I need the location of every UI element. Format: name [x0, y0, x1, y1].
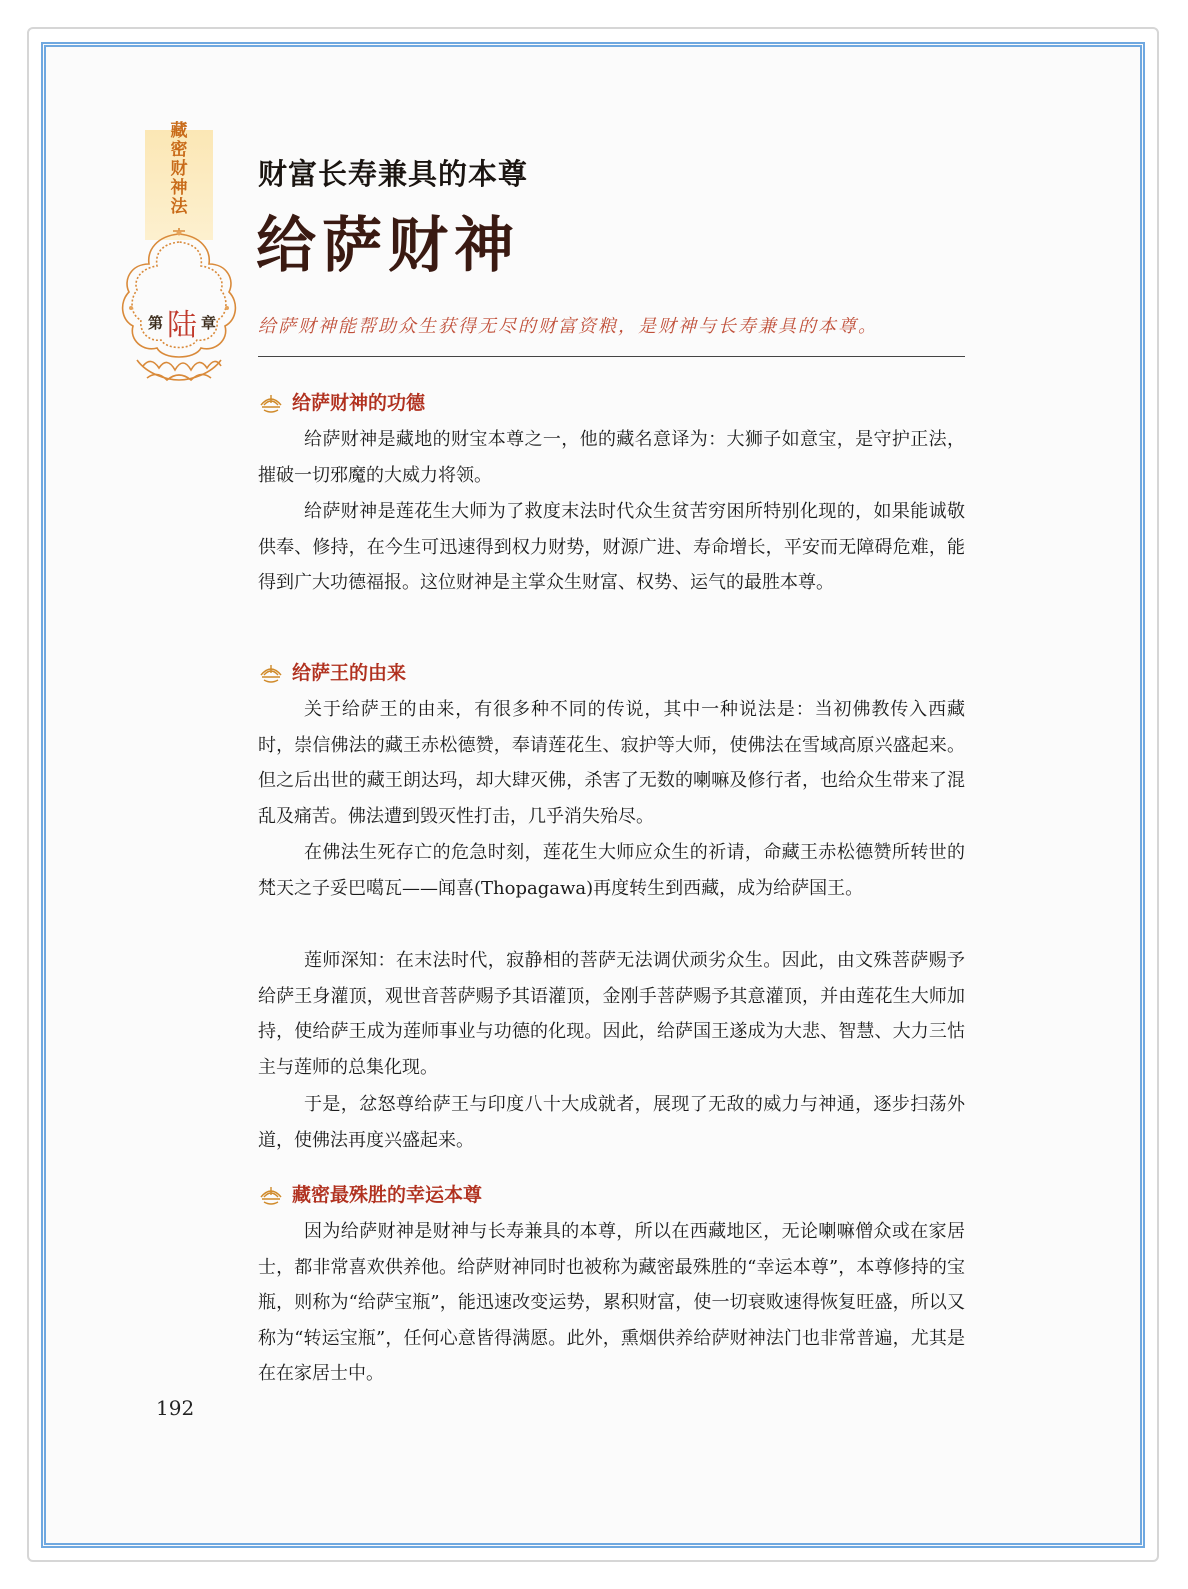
section-heading-3: [258, 1180, 482, 1207]
chapter-suffix: 章: [200, 313, 216, 332]
lotus-icon: [258, 1181, 284, 1207]
paragraph: 在佛法生死存亡的危急时刻，莲花生大师应众生的祈请，命藏王赤松德赞所转世的梵天之子妥巴噶瓦——闻喜(Thopagawa)再度转生到西藏，成为给萨国王。: [258, 842, 965, 899]
page-title: 给萨财神: [256, 211, 520, 281]
page-subtitle: 财富长寿兼具的本尊: [258, 157, 529, 191]
title-divider: [258, 356, 965, 357]
paragraph: 因为给萨财神是财神与长寿兼具的本尊，所以在西藏地区，无论喇嘛僧众或在家居士，都非常喜欢供养他。给萨财神同时也被称为藏密最殊胜的“幸运本尊”，本尊修持的宝瓶，则称为“给萨宝瓶”，能迅速改变运势，累积财富，使一切衰败速得恢复旺盛，所以又称为“转运宝瓶”，任何心意皆得满愿。此外，熏烟供养给萨财神法门也非常普遍，尤其是在在家居士中。: [258, 1221, 965, 1384]
page-tagline: 给萨财神能帮助众生获得无尽的财富资粮，是财神与长寿兼具的本尊。: [258, 316, 878, 337]
paragraph: 关于给萨王的由来，有很多种不同的传说，其中一种说法是：当初佛教传入西藏时，崇信佛法的藏王赤松德赞，奉请莲花生、寂护等大师，使佛法在雪域高原兴盛起来。但之后出世的藏王朗达玛，却大肆灭佛，杀害了无数的喇嘛及修行者，也给众生带来了混乱及痛苦。佛法遭到毁灭性打击，几乎消失殆尽。: [258, 699, 965, 827]
chapter-number: 陆: [167, 308, 197, 343]
section-heading-label: 藏密最殊胜的幸运本尊: [292, 1184, 483, 1206]
lotus-icon: [258, 389, 284, 415]
paragraph: 于是，忿怒尊给萨王与印度八十大成就者，展现了无敌的威力与神通，逐步扫荡外道，使佛法再度兴盛起来。: [258, 1094, 965, 1151]
chapter-label: [148, 300, 216, 344]
section-heading-label: 给萨财神的功德: [292, 392, 426, 414]
lotus-icon: [258, 659, 284, 685]
section-heading-label: 给萨王的由来: [292, 662, 407, 684]
series-title: 藏密财神法: [170, 121, 188, 217]
paragraph: 给萨财神是藏地的财宝本尊之一，他的藏名意译为：大狮子如意宝，是守护正法，摧破一切邪魔的大威力将领。: [258, 429, 965, 486]
paragraph: 莲师深知：在末法时代，寂静相的菩萨无法调伏顽劣众生。因此，由文殊菩萨赐予给萨王身灌顶，观世音菩萨赐予其语灌顶，金刚手菩萨赐予其意灌顶，并由莲花生大师加持，使给萨王成为莲师事业与功德的化现。因此，给萨国王遂成为大悲、智慧、大力三怙主与莲师的总集化现。: [258, 950, 965, 1078]
section-heading-2: [258, 658, 406, 685]
paragraph: 给萨财神是莲花生大师为了救度末法时代众生贫苦穷困所特别化现的，如果能诚敬供奉、修持，在今生可迅速得到权力财势，财源广进、寿命增长，平安而无障碍危难，能得到广大功德福报。这位财神是主掌众生财富、权势、运气的最胜本尊。: [258, 501, 965, 593]
section-heading-1: [258, 388, 425, 415]
chapter-prefix: 第: [148, 313, 164, 332]
page-number: 192: [156, 1396, 195, 1420]
